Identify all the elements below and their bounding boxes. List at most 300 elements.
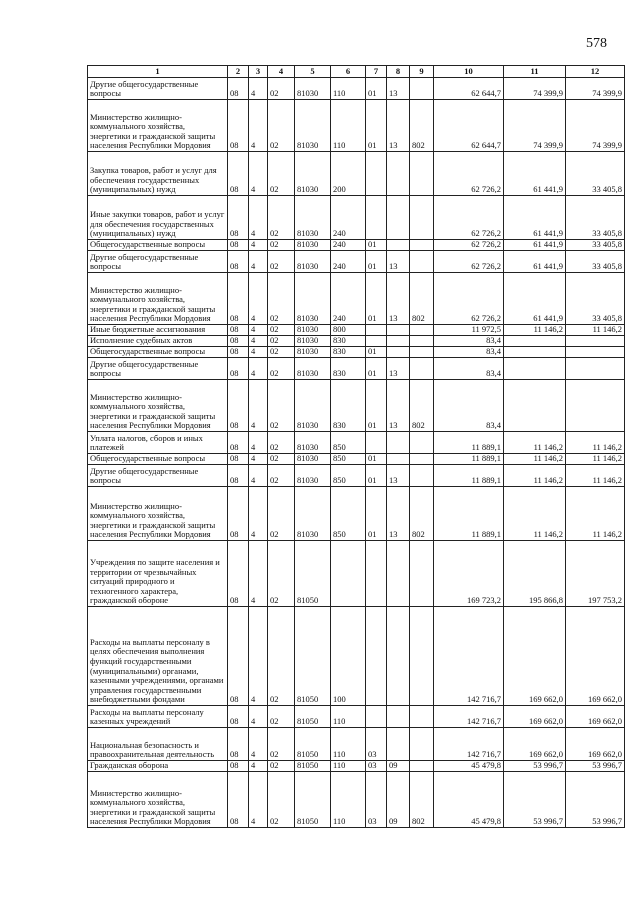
name-cell: Общегосударственные вопросы bbox=[88, 240, 228, 251]
table-row bbox=[88, 454, 625, 465]
code-cell bbox=[410, 607, 434, 706]
code-cell: 02 bbox=[268, 772, 295, 828]
table-row bbox=[88, 541, 625, 607]
code-cell bbox=[366, 336, 387, 347]
code-cell: 02 bbox=[268, 78, 295, 100]
code-cell: 02 bbox=[268, 454, 295, 465]
code-cell: 08 bbox=[228, 196, 249, 240]
header-row bbox=[88, 66, 625, 78]
name-cell: Национальная безопасность и правоохранительная деятельность bbox=[88, 728, 228, 761]
code-cell bbox=[387, 541, 410, 607]
code-cell: 02 bbox=[268, 465, 295, 487]
table-row bbox=[88, 325, 625, 336]
code-cell bbox=[410, 196, 434, 240]
amount-cell: 74 399,9 bbox=[504, 78, 566, 100]
table-row bbox=[88, 432, 625, 454]
code-cell: 4 bbox=[249, 100, 268, 152]
amount-cell: 83,4 bbox=[434, 358, 504, 380]
code-cell bbox=[366, 706, 387, 728]
amount-cell: 197 753,2 bbox=[566, 541, 625, 607]
amount-cell: 74 399,9 bbox=[566, 78, 625, 100]
code-cell: 240 bbox=[331, 273, 366, 325]
code-cell: 81050 bbox=[295, 706, 331, 728]
code-cell: 03 bbox=[366, 761, 387, 772]
code-cell: 08 bbox=[228, 706, 249, 728]
code-cell: 830 bbox=[331, 380, 366, 432]
code-cell: 01 bbox=[366, 487, 387, 541]
code-cell: 802 bbox=[410, 100, 434, 152]
amount-cell: 169 662,0 bbox=[504, 728, 566, 761]
code-cell: 81030 bbox=[295, 251, 331, 273]
code-cell: 13 bbox=[387, 465, 410, 487]
code-cell: 02 bbox=[268, 273, 295, 325]
code-cell: 08 bbox=[228, 152, 249, 196]
code-cell: 01 bbox=[366, 454, 387, 465]
code-cell: 4 bbox=[249, 465, 268, 487]
amount-cell: 62 726,2 bbox=[434, 196, 504, 240]
amount-cell: 169 723,2 bbox=[434, 541, 504, 607]
code-cell: 4 bbox=[249, 706, 268, 728]
code-cell bbox=[387, 454, 410, 465]
name-cell: Министерство жилищно-коммунального хозяйства, энергетики и гражданской защиты населения Республики Мордовия bbox=[88, 273, 228, 325]
column-header-8: 8 bbox=[387, 66, 410, 78]
code-cell: 02 bbox=[268, 336, 295, 347]
code-cell: 08 bbox=[228, 772, 249, 828]
column-header-3: 3 bbox=[249, 66, 268, 78]
table-row bbox=[88, 380, 625, 432]
code-cell: 81050 bbox=[295, 772, 331, 828]
amount-cell bbox=[566, 358, 625, 380]
code-cell: 03 bbox=[366, 728, 387, 761]
amount-cell: 62 726,2 bbox=[434, 251, 504, 273]
code-cell: 02 bbox=[268, 100, 295, 152]
name-cell: Другие общегосударственные вопросы bbox=[88, 251, 228, 273]
code-cell bbox=[410, 761, 434, 772]
code-cell: 01 bbox=[366, 240, 387, 251]
name-cell: Гражданская оборона bbox=[88, 761, 228, 772]
code-cell bbox=[387, 728, 410, 761]
code-cell bbox=[366, 541, 387, 607]
amount-cell: 169 662,0 bbox=[504, 607, 566, 706]
amount-cell: 61 441,9 bbox=[504, 240, 566, 251]
code-cell: 850 bbox=[331, 465, 366, 487]
code-cell: 4 bbox=[249, 728, 268, 761]
code-cell: 81030 bbox=[295, 380, 331, 432]
code-cell: 81030 bbox=[295, 78, 331, 100]
amount-cell: 53 996,7 bbox=[566, 761, 625, 772]
code-cell: 02 bbox=[268, 761, 295, 772]
code-cell: 81030 bbox=[295, 432, 331, 454]
code-cell: 01 bbox=[366, 465, 387, 487]
amount-cell: 11 146,2 bbox=[504, 465, 566, 487]
code-cell: 13 bbox=[387, 78, 410, 100]
code-cell: 4 bbox=[249, 761, 268, 772]
name-cell: Министерство жилищно-коммунального хозяйства, энергетики и гражданской защиты населения Республики Мордовия bbox=[88, 100, 228, 152]
code-cell: 4 bbox=[249, 607, 268, 706]
code-cell: 110 bbox=[331, 706, 366, 728]
amount-cell: 169 662,0 bbox=[566, 607, 625, 706]
amount-cell: 74 399,9 bbox=[566, 100, 625, 152]
table-row bbox=[88, 358, 625, 380]
code-cell: 02 bbox=[268, 432, 295, 454]
code-cell: 4 bbox=[249, 487, 268, 541]
code-cell bbox=[366, 196, 387, 240]
code-cell: 13 bbox=[387, 273, 410, 325]
code-cell: 08 bbox=[228, 240, 249, 251]
amount-cell bbox=[566, 336, 625, 347]
column-header-11: 11 bbox=[504, 66, 566, 78]
code-cell: 802 bbox=[410, 772, 434, 828]
name-cell: Иные закупки товаров, работ и услуг для обеспечения государственных (муниципальных) нужд bbox=[88, 196, 228, 240]
code-cell: 830 bbox=[331, 358, 366, 380]
code-cell bbox=[410, 432, 434, 454]
code-cell: 08 bbox=[228, 251, 249, 273]
code-cell bbox=[387, 196, 410, 240]
amount-cell: 83,4 bbox=[434, 347, 504, 358]
code-cell: 02 bbox=[268, 380, 295, 432]
amount-cell: 11 889,1 bbox=[434, 465, 504, 487]
amount-cell: 33 405,8 bbox=[566, 273, 625, 325]
name-cell: Иные бюджетные ассигнования bbox=[88, 325, 228, 336]
code-cell: 13 bbox=[387, 380, 410, 432]
amount-cell bbox=[566, 347, 625, 358]
code-cell: 240 bbox=[331, 240, 366, 251]
code-cell: 02 bbox=[268, 541, 295, 607]
code-cell: 08 bbox=[228, 273, 249, 325]
code-cell: 02 bbox=[268, 706, 295, 728]
name-cell: Расходы на выплаты персоналу в целях обеспечения выполнения функций государственными (муниципальными) органами, казенными учреждениями, органами управления государственными внебюджетными фондами bbox=[88, 607, 228, 706]
column-header-12: 12 bbox=[566, 66, 625, 78]
column-header-1: 1 bbox=[88, 66, 228, 78]
code-cell: 81030 bbox=[295, 273, 331, 325]
name-cell: Уплата налогов, сборов и иных платежей bbox=[88, 432, 228, 454]
amount-cell bbox=[504, 336, 566, 347]
table-row bbox=[88, 251, 625, 273]
code-cell: 850 bbox=[331, 487, 366, 541]
code-cell bbox=[387, 432, 410, 454]
amount-cell: 11 146,2 bbox=[566, 487, 625, 541]
code-cell: 08 bbox=[228, 607, 249, 706]
table-body bbox=[88, 66, 625, 828]
code-cell: 81030 bbox=[295, 336, 331, 347]
code-cell: 08 bbox=[228, 336, 249, 347]
amount-cell: 11 146,2 bbox=[504, 325, 566, 336]
amount-cell: 45 479,8 bbox=[434, 772, 504, 828]
table-row bbox=[88, 607, 625, 706]
column-header-2: 2 bbox=[228, 66, 249, 78]
amount-cell: 169 662,0 bbox=[566, 706, 625, 728]
code-cell bbox=[410, 78, 434, 100]
table-row bbox=[88, 465, 625, 487]
code-cell: 4 bbox=[249, 454, 268, 465]
name-cell: Другие общегосударственные вопросы bbox=[88, 358, 228, 380]
code-cell: 81050 bbox=[295, 728, 331, 761]
code-cell: 4 bbox=[249, 78, 268, 100]
amount-cell: 62 644,7 bbox=[434, 78, 504, 100]
code-cell bbox=[410, 152, 434, 196]
name-cell: Закупка товаров, работ и услуг для обеспечения государственных (муниципальных) нужд bbox=[88, 152, 228, 196]
amount-cell: 33 405,8 bbox=[566, 196, 625, 240]
amount-cell: 61 441,9 bbox=[504, 196, 566, 240]
code-cell: 4 bbox=[249, 358, 268, 380]
code-cell: 08 bbox=[228, 541, 249, 607]
column-header-5: 5 bbox=[295, 66, 331, 78]
code-cell: 81030 bbox=[295, 358, 331, 380]
amount-cell: 45 479,8 bbox=[434, 761, 504, 772]
code-cell: 802 bbox=[410, 273, 434, 325]
code-cell: 200 bbox=[331, 152, 366, 196]
amount-cell: 142 716,7 bbox=[434, 706, 504, 728]
amount-cell: 53 996,7 bbox=[504, 761, 566, 772]
code-cell: 02 bbox=[268, 607, 295, 706]
code-cell: 02 bbox=[268, 487, 295, 541]
page-number: 578 bbox=[586, 36, 607, 51]
code-cell: 800 bbox=[331, 325, 366, 336]
name-cell: Министерство жилищно-коммунального хозяйства, энергетики и гражданской защиты населения Республики Мордовия bbox=[88, 772, 228, 828]
table-row bbox=[88, 487, 625, 541]
code-cell: 02 bbox=[268, 347, 295, 358]
amount-cell: 11 889,1 bbox=[434, 487, 504, 541]
table-row bbox=[88, 761, 625, 772]
amount-cell: 11 146,2 bbox=[566, 432, 625, 454]
code-cell bbox=[387, 347, 410, 358]
code-cell: 850 bbox=[331, 432, 366, 454]
code-cell: 110 bbox=[331, 78, 366, 100]
code-cell: 08 bbox=[228, 347, 249, 358]
column-header-7: 7 bbox=[366, 66, 387, 78]
code-cell: 02 bbox=[268, 728, 295, 761]
code-cell: 4 bbox=[249, 336, 268, 347]
amount-cell: 11 146,2 bbox=[566, 454, 625, 465]
code-cell: 01 bbox=[366, 358, 387, 380]
table-row bbox=[88, 100, 625, 152]
code-cell bbox=[410, 336, 434, 347]
table-row bbox=[88, 336, 625, 347]
table-row bbox=[88, 78, 625, 100]
amount-cell: 11 889,1 bbox=[434, 454, 504, 465]
code-cell: 4 bbox=[249, 152, 268, 196]
code-cell: 81030 bbox=[295, 152, 331, 196]
name-cell: Другие общегосударственные вопросы bbox=[88, 465, 228, 487]
amount-cell: 11 146,2 bbox=[566, 465, 625, 487]
table-row bbox=[88, 347, 625, 358]
code-cell: 4 bbox=[249, 251, 268, 273]
code-cell: 01 bbox=[366, 347, 387, 358]
code-cell bbox=[387, 152, 410, 196]
code-cell: 110 bbox=[331, 772, 366, 828]
code-cell bbox=[387, 336, 410, 347]
code-cell: 02 bbox=[268, 196, 295, 240]
code-cell: 830 bbox=[331, 347, 366, 358]
name-cell: Учреждения по защите населения и территории от чрезвычайных ситуаций природного и техногенного характера, гражданской обороне bbox=[88, 541, 228, 607]
code-cell bbox=[410, 240, 434, 251]
table-row bbox=[88, 728, 625, 761]
code-cell: 01 bbox=[366, 100, 387, 152]
code-cell: 01 bbox=[366, 380, 387, 432]
code-cell: 08 bbox=[228, 487, 249, 541]
code-cell: 830 bbox=[331, 336, 366, 347]
amount-cell: 53 996,7 bbox=[566, 772, 625, 828]
code-cell bbox=[366, 325, 387, 336]
name-cell: Другие общегосударственные вопросы bbox=[88, 78, 228, 100]
amount-cell: 169 662,0 bbox=[566, 728, 625, 761]
amount-cell: 11 146,2 bbox=[566, 325, 625, 336]
table-row bbox=[88, 152, 625, 196]
amount-cell: 62 726,2 bbox=[434, 240, 504, 251]
amount-cell bbox=[504, 380, 566, 432]
code-cell bbox=[387, 240, 410, 251]
code-cell: 4 bbox=[249, 240, 268, 251]
table-row bbox=[88, 772, 625, 828]
code-cell: 08 bbox=[228, 761, 249, 772]
amount-cell: 61 441,9 bbox=[504, 152, 566, 196]
amount-cell: 142 716,7 bbox=[434, 728, 504, 761]
table-row bbox=[88, 240, 625, 251]
amount-cell: 33 405,8 bbox=[566, 152, 625, 196]
code-cell: 81030 bbox=[295, 454, 331, 465]
code-cell bbox=[410, 251, 434, 273]
amount-cell: 62 726,2 bbox=[434, 273, 504, 325]
amount-cell: 33 405,8 bbox=[566, 251, 625, 273]
column-header-6: 6 bbox=[331, 66, 366, 78]
code-cell: 08 bbox=[228, 728, 249, 761]
amount-cell: 11 146,2 bbox=[504, 432, 566, 454]
code-cell: 81050 bbox=[295, 761, 331, 772]
code-cell bbox=[410, 465, 434, 487]
code-cell: 09 bbox=[387, 772, 410, 828]
code-cell: 81030 bbox=[295, 347, 331, 358]
amount-cell: 169 662,0 bbox=[504, 706, 566, 728]
code-cell: 4 bbox=[249, 772, 268, 828]
amount-cell bbox=[566, 380, 625, 432]
code-cell: 4 bbox=[249, 196, 268, 240]
code-cell bbox=[410, 358, 434, 380]
code-cell: 08 bbox=[228, 380, 249, 432]
code-cell: 02 bbox=[268, 152, 295, 196]
code-cell: 81050 bbox=[295, 541, 331, 607]
code-cell: 4 bbox=[249, 432, 268, 454]
code-cell: 81030 bbox=[295, 240, 331, 251]
code-cell: 802 bbox=[410, 487, 434, 541]
code-cell: 03 bbox=[366, 772, 387, 828]
code-cell: 02 bbox=[268, 358, 295, 380]
code-cell: 08 bbox=[228, 454, 249, 465]
amount-cell: 62 726,2 bbox=[434, 152, 504, 196]
code-cell: 01 bbox=[366, 78, 387, 100]
code-cell: 08 bbox=[228, 432, 249, 454]
amount-cell bbox=[504, 347, 566, 358]
amount-cell: 11 146,2 bbox=[504, 487, 566, 541]
table-row bbox=[88, 273, 625, 325]
code-cell: 13 bbox=[387, 100, 410, 152]
code-cell: 08 bbox=[228, 358, 249, 380]
name-cell: Расходы на выплаты персоналу казенных учреждений bbox=[88, 706, 228, 728]
amount-cell: 33 405,8 bbox=[566, 240, 625, 251]
code-cell: 4 bbox=[249, 380, 268, 432]
code-cell bbox=[410, 325, 434, 336]
name-cell: Министерство жилищно-коммунального хозяйства, энергетики и гражданской защиты населения Республики Мордовия bbox=[88, 487, 228, 541]
column-header-10: 10 bbox=[434, 66, 504, 78]
code-cell bbox=[410, 347, 434, 358]
code-cell: 81050 bbox=[295, 607, 331, 706]
code-cell: 4 bbox=[249, 273, 268, 325]
column-header-9: 9 bbox=[410, 66, 434, 78]
code-cell: 08 bbox=[228, 465, 249, 487]
code-cell: 13 bbox=[387, 358, 410, 380]
code-cell bbox=[410, 728, 434, 761]
name-cell: Общегосударственные вопросы bbox=[88, 347, 228, 358]
amount-cell: 61 441,9 bbox=[504, 251, 566, 273]
amount-cell: 61 441,9 bbox=[504, 273, 566, 325]
code-cell: 08 bbox=[228, 100, 249, 152]
code-cell bbox=[331, 541, 366, 607]
code-cell: 240 bbox=[331, 196, 366, 240]
table-row bbox=[88, 706, 625, 728]
code-cell: 110 bbox=[331, 761, 366, 772]
amount-cell: 53 996,7 bbox=[504, 772, 566, 828]
name-cell: Исполнение судебных актов bbox=[88, 336, 228, 347]
code-cell: 13 bbox=[387, 251, 410, 273]
code-cell: 01 bbox=[366, 251, 387, 273]
code-cell bbox=[387, 325, 410, 336]
code-cell bbox=[387, 706, 410, 728]
amount-cell: 11 972,5 bbox=[434, 325, 504, 336]
code-cell: 100 bbox=[331, 607, 366, 706]
column-header-4: 4 bbox=[268, 66, 295, 78]
name-cell: Общегосударственные вопросы bbox=[88, 454, 228, 465]
code-cell: 850 bbox=[331, 454, 366, 465]
code-cell: 81030 bbox=[295, 100, 331, 152]
table-row bbox=[88, 196, 625, 240]
code-cell bbox=[410, 541, 434, 607]
amount-cell: 11 146,2 bbox=[504, 454, 566, 465]
code-cell: 4 bbox=[249, 541, 268, 607]
amount-cell: 195 866,8 bbox=[504, 541, 566, 607]
code-cell: 81030 bbox=[295, 465, 331, 487]
code-cell: 110 bbox=[331, 728, 366, 761]
amount-cell: 62 644,7 bbox=[434, 100, 504, 152]
amount-cell: 142 716,7 bbox=[434, 607, 504, 706]
code-cell: 110 bbox=[331, 100, 366, 152]
code-cell: 81030 bbox=[295, 325, 331, 336]
code-cell: 4 bbox=[249, 347, 268, 358]
amount-cell: 83,4 bbox=[434, 336, 504, 347]
amount-cell bbox=[504, 358, 566, 380]
code-cell: 4 bbox=[249, 325, 268, 336]
code-cell: 01 bbox=[366, 273, 387, 325]
amount-cell: 11 889,1 bbox=[434, 432, 504, 454]
name-cell: Министерство жилищно-коммунального хозяйства, энергетики и гражданской защиты населения Республики Мордовия bbox=[88, 380, 228, 432]
code-cell: 81030 bbox=[295, 487, 331, 541]
code-cell bbox=[410, 706, 434, 728]
code-cell bbox=[366, 432, 387, 454]
code-cell: 02 bbox=[268, 325, 295, 336]
code-cell: 802 bbox=[410, 380, 434, 432]
code-cell bbox=[366, 152, 387, 196]
code-cell: 240 bbox=[331, 251, 366, 273]
code-cell: 09 bbox=[387, 761, 410, 772]
code-cell bbox=[410, 454, 434, 465]
code-cell: 08 bbox=[228, 78, 249, 100]
code-cell: 13 bbox=[387, 487, 410, 541]
amount-cell: 83,4 bbox=[434, 380, 504, 432]
code-cell bbox=[366, 607, 387, 706]
budget-table bbox=[87, 65, 625, 828]
code-cell bbox=[387, 607, 410, 706]
code-cell: 08 bbox=[228, 325, 249, 336]
code-cell: 81030 bbox=[295, 196, 331, 240]
amount-cell: 74 399,9 bbox=[504, 100, 566, 152]
